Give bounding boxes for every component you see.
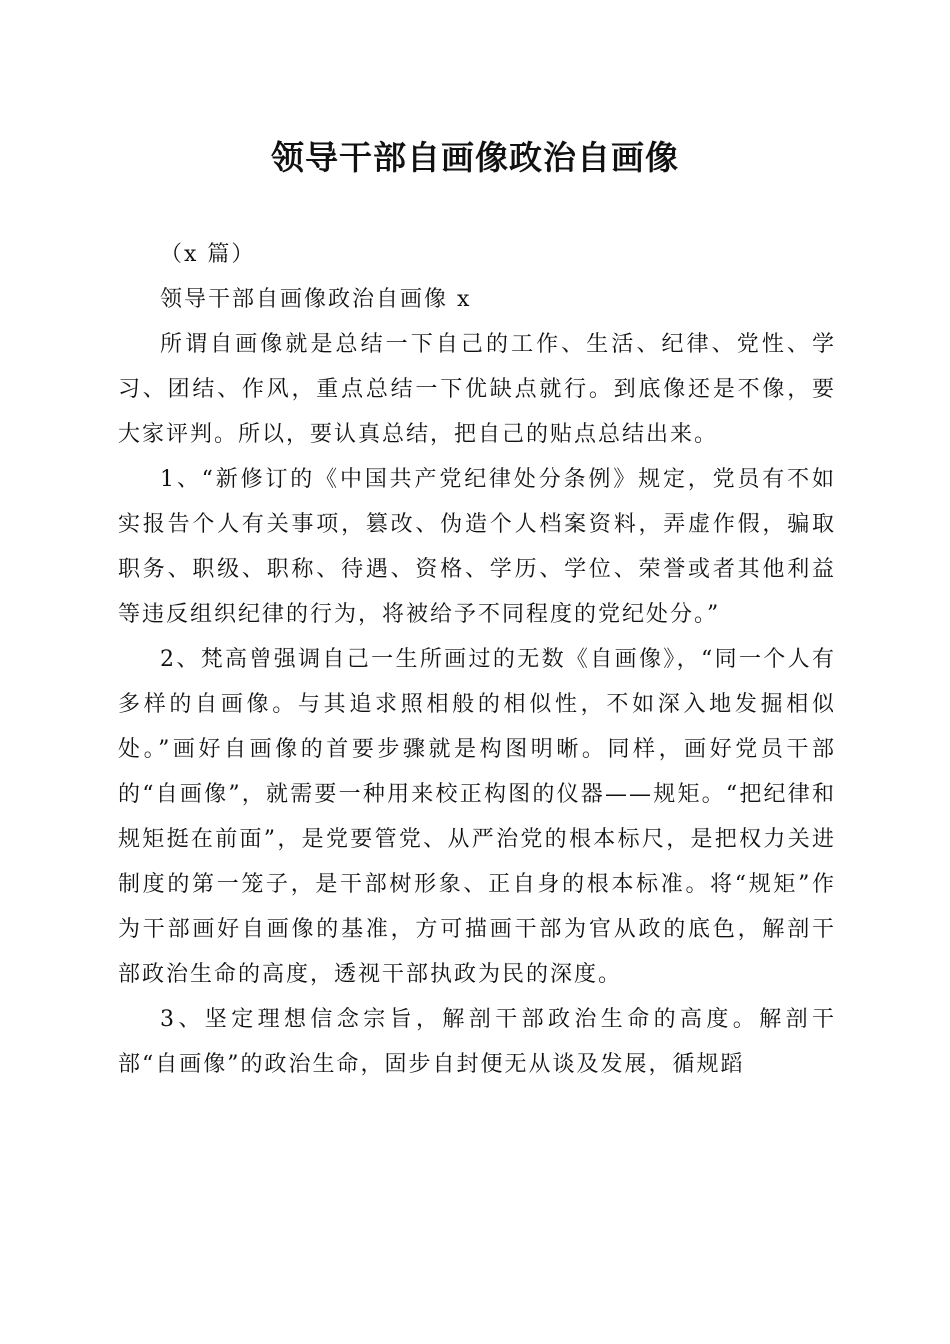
document-title: 领导干部自画像政治自画像 <box>271 138 679 177</box>
paragraph-1: 1、“新修订的《中国共产党纪律处分条例》规定，党员有不如实报告个人有关事项，篡改、伪造个人档案资料，弄虚作假，骗取职务、职级、职称、待遇、资格、学历、学位、荣誉或者其他利益等违反组织纪律的行为，将被给予不同程度的党纪处分。” <box>118 467 836 627</box>
paragraph-3: 3、坚定理想信念宗旨，解剖干部政治生命的高度。解剖干部“自画像”的政治生命，固步自封便无从谈及发展，循规蹈 <box>118 1007 836 1077</box>
paragraph-intro: 所谓自画像就是总结一下自己的工作、生活、纪律、党性、学习、团结、作风，重点总结一下优缺点就行。到底像还是不像，要大家评判。所以，要认真总结，把自己的贴点总结出来。 <box>118 332 836 447</box>
paragraph-2: 2、梵高曾强调自己一生所画过的无数《自画像》，“同一个人有多样的自画像。与其追求照相般的相似性，不如深入地发掘相似处。”画好自画像的首要步骤就是构图明晰。同样，画好党员干部的“自画像”，就需要一种用来校正构图的仪器——规矩。“把纪律和规矩挺在前面”，是党要管党、从严治党的根本标尺，是把权力关进制度的第一笼子，是干部树形象、正自身的根本标准。将“规矩”作为干部画好自画像的基准，方可描画干部为官从政的底色，解剖干部政治生命的高度，透视干部执政为民的深度。 <box>118 647 836 987</box>
subtitle-line: （x 篇） <box>160 242 256 267</box>
document-body <box>118 232 836 1087</box>
heading-line: 领导干部自画像政治自画像 x <box>160 287 472 312</box>
